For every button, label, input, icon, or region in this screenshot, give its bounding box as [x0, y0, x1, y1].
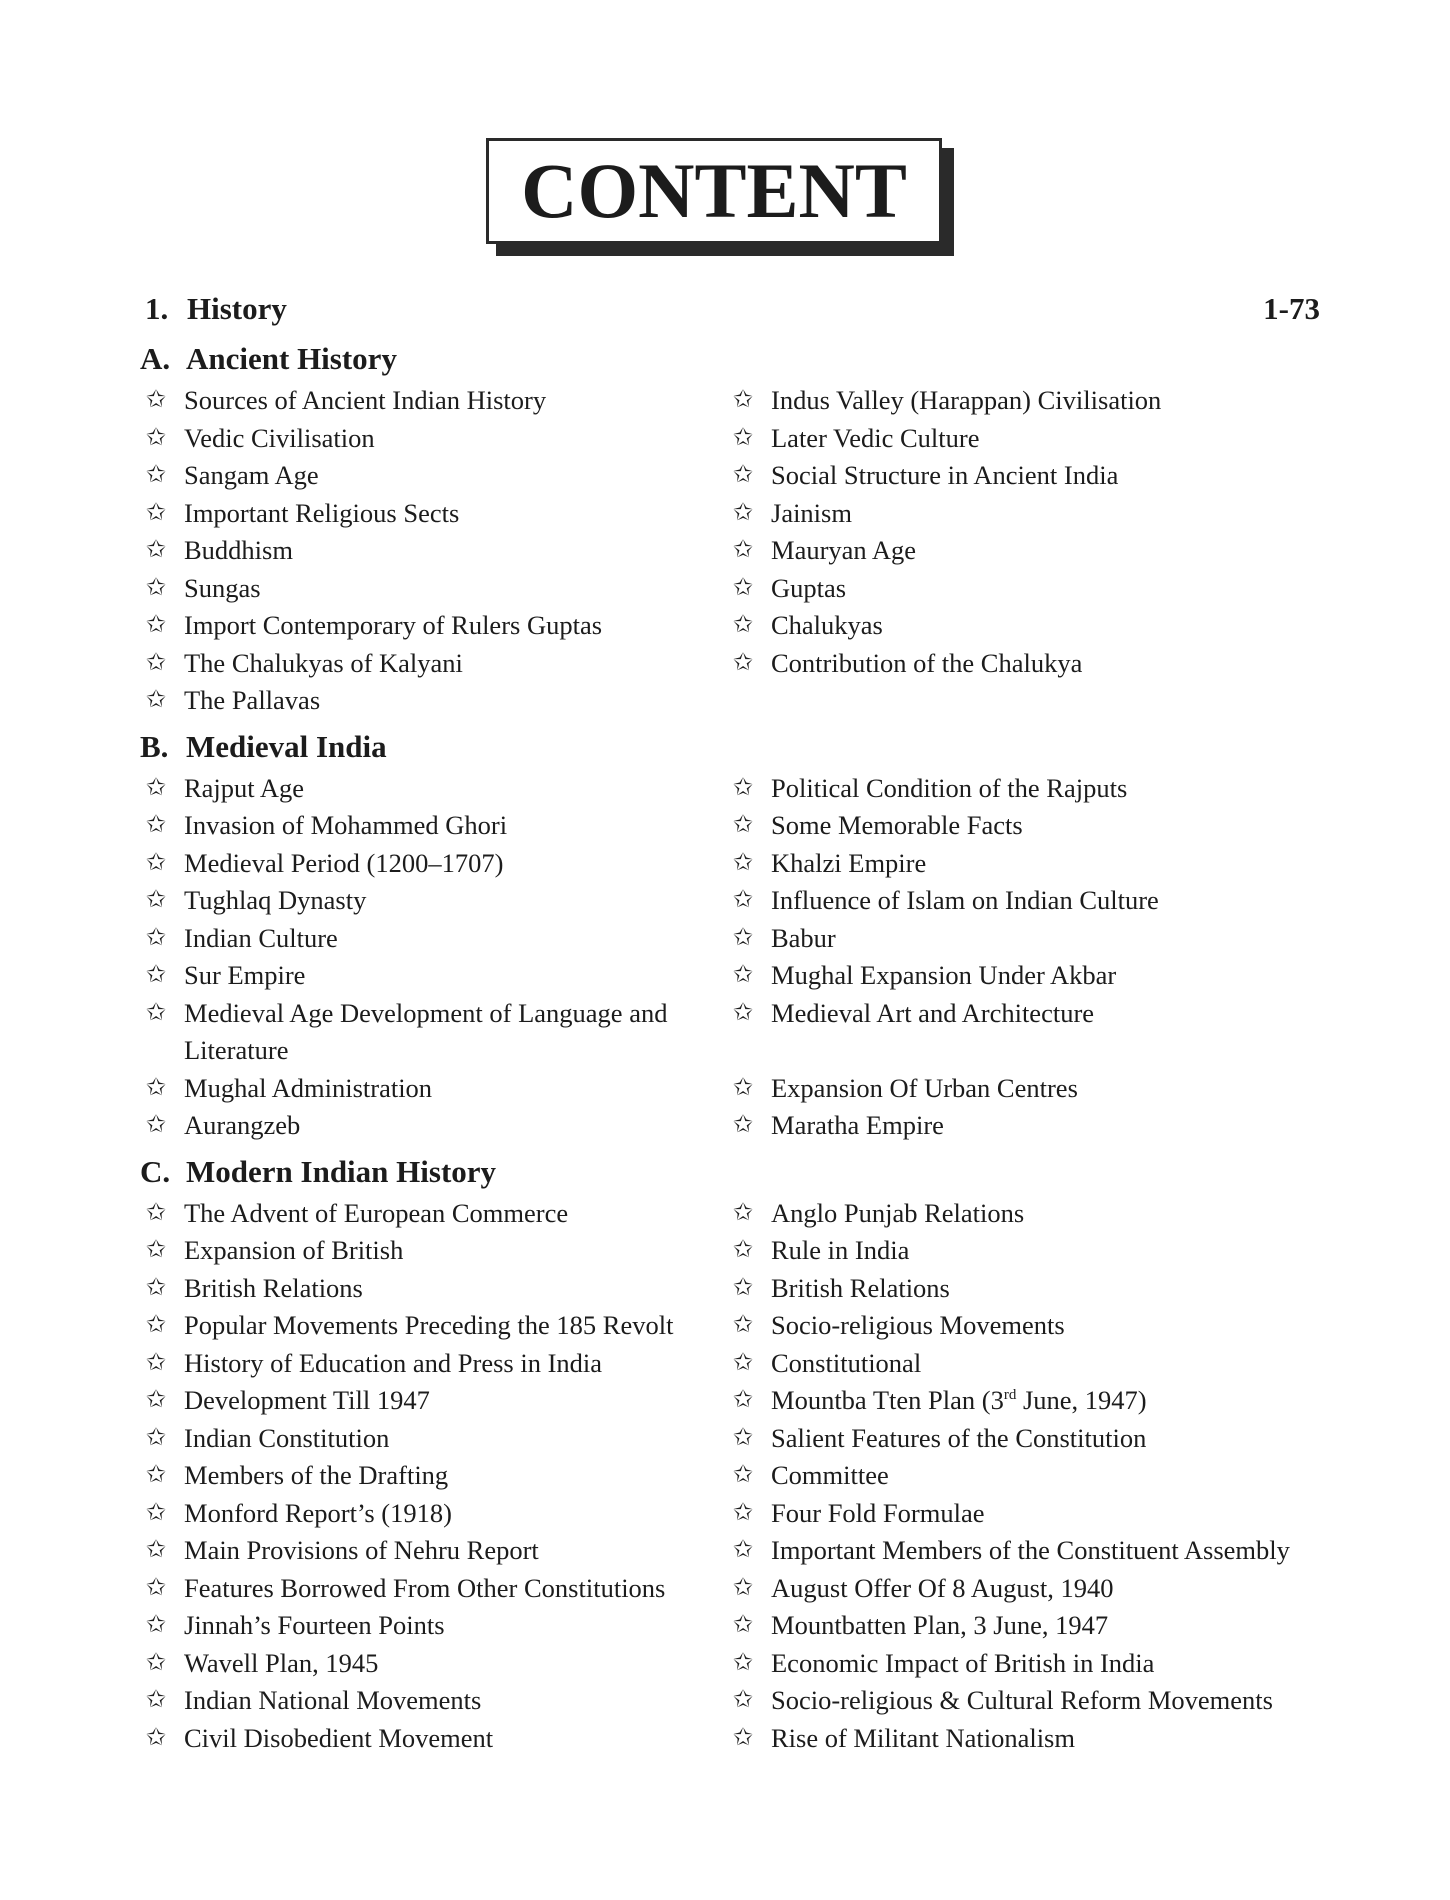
list-item-text: Contribution of the Chalukya	[771, 647, 1083, 678]
list-item-text: Features Borrowed From Other Constitutions	[184, 1572, 666, 1603]
list-item-text: Sur Empire	[184, 960, 306, 990]
list-item-text: Social Structure in Ancient India	[771, 460, 1119, 490]
page-title: CONTENT	[521, 147, 907, 234]
list-item	[140, 645, 727, 683]
star-outline-icon: ✩	[733, 1199, 754, 1226]
list-item	[727, 1195, 1320, 1233]
star-outline-icon: ✩	[146, 1724, 167, 1751]
star-outline-icon: ✩	[733, 1387, 754, 1413]
list-item	[140, 1307, 727, 1345]
star-outline-icon: ✩	[146, 1649, 167, 1676]
star-outline-icon: ✩	[733, 849, 754, 876]
list-item-text: Expansion of British	[184, 1235, 404, 1265]
star-outline-icon: ✩	[733, 1612, 754, 1638]
list-item-text: Sungas	[184, 572, 261, 603]
list-item	[727, 1495, 1320, 1533]
list-item	[140, 495, 727, 533]
list-item-text: British Relations	[771, 1272, 950, 1303]
list-item	[727, 382, 1320, 420]
list-item-text: Vedic Civilisation	[184, 422, 375, 453]
star-outline-icon: ✩	[146, 612, 167, 638]
list-item	[727, 532, 1320, 570]
star-outline-icon: ✩	[146, 1499, 167, 1526]
subsection-item-list	[140, 770, 1320, 1145]
list-item-text: Maratha Empire	[771, 1110, 944, 1140]
list-item	[727, 807, 1320, 845]
list-item	[140, 957, 727, 995]
section-number: 1.	[145, 291, 169, 326]
star-outline-icon: ✩	[733, 1237, 754, 1263]
subsection-heading	[140, 724, 1320, 770]
list-item-text: August Offer Of 8 August, 1940	[771, 1572, 1114, 1603]
star-outline-icon: ✩	[146, 1274, 167, 1301]
list-item	[140, 807, 727, 845]
list-item	[727, 882, 1320, 920]
star-outline-icon: ✩	[146, 1537, 167, 1563]
subsection-letter: B.	[140, 728, 169, 764]
list-item	[140, 1607, 727, 1645]
star-outline-icon: ✩	[146, 1199, 167, 1226]
list-item-text: Rule in India	[771, 1235, 910, 1265]
list-item	[140, 1420, 727, 1458]
list-item-text: Rajput Age	[184, 772, 304, 803]
list-item	[140, 682, 727, 720]
list-item-text: Chalukyas	[771, 610, 883, 640]
list-item	[727, 1682, 1320, 1720]
star-outline-icon: ✩	[146, 574, 167, 601]
star-outline-icon: ✩	[733, 1687, 754, 1713]
list-item	[140, 1270, 727, 1308]
list-item-text: Mountba Tten Plan (3rd June, 1947)	[771, 1385, 1147, 1415]
list-item-text: Khalzi Empire	[771, 847, 927, 878]
star-outline-icon: ✩	[146, 999, 167, 1026]
list-item-text: Salient Features of the Constitution	[771, 1422, 1147, 1453]
list-item-text: Indian Culture	[184, 922, 338, 953]
star-outline-icon: ✩	[733, 1074, 754, 1101]
list-item	[140, 1107, 727, 1145]
list-item-text: Sangam Age	[184, 460, 319, 490]
star-outline-icon: ✩	[733, 774, 754, 801]
list-item	[727, 845, 1320, 883]
list-item	[140, 770, 727, 808]
list-item-text: Important Religious Sects	[184, 497, 460, 528]
list-item	[140, 457, 727, 495]
star-outline-icon: ✩	[733, 887, 754, 913]
list-item	[727, 1232, 1320, 1270]
list-item-text: Indian Constitution	[184, 1422, 390, 1453]
section-title: History	[187, 291, 287, 326]
star-outline-icon: ✩	[733, 962, 754, 988]
star-outline-icon: ✩	[733, 574, 754, 601]
star-outline-icon: ✩	[733, 387, 754, 413]
list-item-text: Tughlaq Dynasty	[184, 885, 367, 915]
list-item-text: Aurangzeb	[184, 1110, 301, 1140]
list-item	[727, 607, 1320, 645]
list-item-text: Sources of Ancient Indian History	[184, 385, 547, 415]
star-outline-icon: ✩	[733, 1537, 754, 1563]
list-item	[140, 1720, 727, 1758]
star-outline-icon: ✩	[733, 1274, 754, 1301]
list-item	[727, 1645, 1320, 1683]
list-item-text: Civil Disobedient Movement	[184, 1722, 494, 1753]
star-outline-icon: ✩	[733, 1649, 754, 1676]
section-title-group	[145, 291, 287, 327]
list-item	[140, 920, 727, 958]
list-item-text: Invasion of Mohammed Ghori	[184, 810, 508, 840]
list-item-text: Rise of Militant Nationalism	[771, 1722, 1075, 1753]
star-outline-icon: ✩	[146, 849, 167, 876]
star-outline-icon: ✩	[146, 687, 167, 713]
list-item-text: Influence of Islam on Indian Culture	[771, 885, 1159, 915]
star-outline-icon: ✩	[146, 1074, 167, 1101]
star-outline-icon: ✩	[146, 387, 167, 413]
list-item	[140, 1345, 727, 1383]
subsection-title: Ancient History	[186, 341, 397, 376]
list-item-text: Medieval Art and Architecture	[771, 997, 1095, 1028]
section-page-range: 1-73	[1263, 291, 1320, 326]
list-item	[727, 1420, 1320, 1458]
list-item-text: Jinnah’s Fourteen Points	[184, 1610, 445, 1640]
star-outline-icon: ✩	[146, 812, 167, 838]
star-outline-icon: ✩	[146, 1424, 167, 1451]
list-item	[727, 1570, 1320, 1608]
star-outline-icon: ✩	[146, 1387, 167, 1413]
title-box-frame	[486, 138, 942, 244]
star-outline-icon: ✩	[733, 649, 754, 676]
list-item-text: The Advent of European Commerce	[184, 1197, 569, 1228]
section-heading-history	[145, 291, 1320, 327]
star-outline-icon: ✩	[146, 887, 167, 913]
subsection-title: Medieval India	[186, 728, 387, 764]
star-outline-icon: ✩	[733, 499, 754, 526]
list-item-text: Development Till 1947	[184, 1385, 430, 1415]
list-item-text: Committee	[771, 1460, 889, 1490]
list-item	[727, 1270, 1320, 1308]
table-of-contents	[140, 336, 1320, 1761]
list-item-text: Popular Movements Preceding the 185 Revolt	[184, 1310, 674, 1340]
list-item	[140, 1495, 727, 1533]
star-outline-icon: ✩	[733, 462, 754, 488]
list-item	[727, 995, 1320, 1070]
list-item-text: Expansion Of Urban Centres	[771, 1072, 1078, 1103]
list-item	[140, 882, 727, 920]
list-item	[727, 957, 1320, 995]
list-item	[727, 1107, 1320, 1145]
list-item	[140, 1070, 727, 1108]
list-item-text: Jainism	[771, 497, 852, 528]
subsection-heading	[140, 1149, 1320, 1195]
star-outline-icon: ✩	[146, 1349, 167, 1376]
list-item	[140, 1232, 727, 1270]
star-outline-icon: ✩	[733, 612, 754, 638]
list-item	[727, 457, 1320, 495]
list-item-text: Import Contemporary of Rulers Guptas	[184, 610, 603, 640]
list-item	[140, 1457, 727, 1495]
subsection-letter: A.	[140, 341, 171, 376]
list-item-text: Guptas	[771, 572, 847, 603]
list-item-text: The Pallavas	[184, 685, 321, 715]
star-outline-icon: ✩	[146, 1687, 167, 1713]
subsection-title: Modern Indian History	[186, 1153, 497, 1189]
list-item	[140, 995, 727, 1070]
star-outline-icon: ✩	[733, 924, 754, 951]
list-item-text: Buddhism	[184, 535, 293, 565]
list-item	[140, 1382, 727, 1420]
list-item-text: Socio-religious Movements	[771, 1310, 1065, 1340]
star-outline-icon: ✩	[733, 812, 754, 838]
list-item-text: British Relations	[184, 1272, 363, 1303]
star-outline-icon: ✩	[733, 1462, 754, 1488]
list-item	[727, 1070, 1320, 1108]
list-item-text: Mountbatten Plan, 3 June, 1947	[771, 1610, 1109, 1640]
list-item	[727, 1345, 1320, 1383]
list-item-text: Socio-religious & Cultural Reform Movements	[771, 1685, 1273, 1715]
star-outline-icon: ✩	[733, 1499, 754, 1526]
list-item-text: Indian National Movements	[184, 1685, 482, 1715]
subsection-item-list	[140, 382, 1320, 720]
list-item	[727, 1307, 1320, 1345]
star-outline-icon: ✩	[146, 499, 167, 526]
star-outline-icon: ✩	[733, 999, 754, 1026]
list-item	[140, 532, 727, 570]
star-outline-icon: ✩	[146, 424, 167, 451]
subsection-item-list	[140, 1195, 1320, 1758]
list-item	[727, 645, 1320, 683]
star-outline-icon: ✩	[146, 1312, 167, 1338]
list-item	[140, 1570, 727, 1608]
list-item	[727, 1532, 1320, 1570]
star-outline-icon: ✩	[146, 1112, 167, 1138]
list-item-text: Anglo Punjab Relations	[771, 1197, 1025, 1228]
list-item-text: Four Fold Formulae	[771, 1497, 985, 1528]
star-outline-icon: ✩	[146, 962, 167, 988]
star-outline-icon: ✩	[733, 1312, 754, 1338]
list-item	[727, 1457, 1320, 1495]
list-item	[727, 1382, 1320, 1420]
list-item-text: The Chalukyas of Kalyani	[184, 647, 463, 678]
star-outline-icon: ✩	[146, 462, 167, 488]
star-outline-icon: ✩	[733, 1724, 754, 1751]
subsection-letter: C.	[140, 1153, 171, 1189]
list-item	[727, 570, 1320, 608]
list-item	[140, 1645, 727, 1683]
list-item-text: Economic Impact of British in India	[771, 1647, 1155, 1678]
list-item	[140, 570, 727, 608]
star-outline-icon: ✩	[733, 537, 754, 563]
page-title-box	[486, 138, 954, 256]
list-item	[140, 1682, 727, 1720]
list-item-text: Monford Report’s (1918)	[184, 1497, 452, 1528]
list-item-text: Important Members of the Constituent Assembly	[771, 1535, 1290, 1565]
list-item	[727, 420, 1320, 458]
list-item-text: Political Condition of the Rajputs	[771, 772, 1128, 803]
star-outline-icon: ✩	[146, 1612, 167, 1638]
star-outline-icon: ✩	[733, 1349, 754, 1376]
list-item-text: Some Memorable Facts	[771, 810, 1023, 840]
list-item	[140, 1195, 727, 1233]
list-item	[727, 495, 1320, 533]
list-item-text: Indus Valley (Harappan) Civilisation	[771, 385, 1162, 415]
list-item	[727, 1607, 1320, 1645]
star-outline-icon: ✩	[146, 1237, 167, 1263]
list-item	[727, 920, 1320, 958]
list-item-text: Medieval Age Development of Language and Literature	[184, 997, 668, 1065]
list-item	[140, 382, 727, 420]
list-item	[140, 420, 727, 458]
star-outline-icon: ✩	[733, 1424, 754, 1451]
list-item-text: Mauryan Age	[771, 535, 916, 565]
list-item-text: Wavell Plan, 1945	[184, 1647, 379, 1678]
list-item-text: Main Provisions of Nehru Report	[184, 1535, 539, 1565]
star-outline-icon: ✩	[146, 1462, 167, 1488]
list-item	[727, 770, 1320, 808]
star-outline-icon: ✩	[146, 774, 167, 801]
star-outline-icon: ✩	[146, 1574, 167, 1601]
list-item-text: History of Education and Press in India	[184, 1347, 603, 1378]
list-item	[727, 1720, 1320, 1758]
subsection-heading	[140, 336, 1320, 382]
star-outline-icon: ✩	[733, 1574, 754, 1601]
list-item-text: Medieval Period (1200–1707)	[184, 847, 504, 878]
list-item	[140, 607, 727, 645]
list-item	[140, 845, 727, 883]
star-outline-icon: ✩	[733, 424, 754, 451]
star-outline-icon: ✩	[146, 537, 167, 563]
list-item-text: Later Vedic Culture	[771, 422, 980, 453]
list-item	[140, 1532, 727, 1570]
list-item-text: Babur	[771, 922, 836, 953]
list-item-text: Members of the Drafting	[184, 1460, 449, 1490]
star-outline-icon: ✩	[146, 649, 167, 676]
list-item-text: Mughal Administration	[184, 1072, 433, 1103]
list-item-text: Mughal Expansion Under Akbar	[771, 960, 1117, 990]
list-item-text: Constitutional	[771, 1347, 922, 1378]
star-outline-icon: ✩	[146, 924, 167, 951]
star-outline-icon: ✩	[733, 1112, 754, 1138]
